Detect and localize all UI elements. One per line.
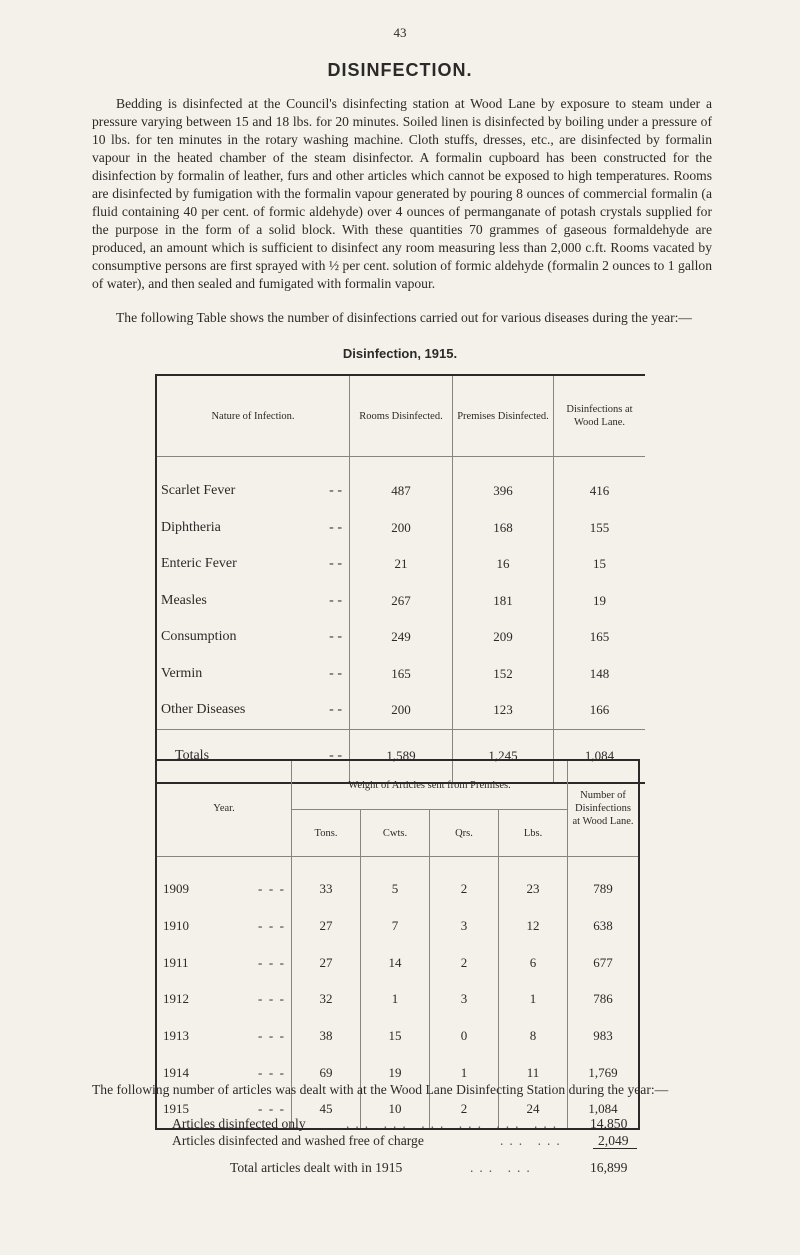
infection-name: Other Diseases xyxy=(161,702,246,718)
summary-item-label: Articles disinfected and washed free of charge xyxy=(172,1133,424,1148)
table-row: 1909 - - - 33 5 2 23 789 xyxy=(156,871,639,908)
premises-value: 209 xyxy=(453,619,554,656)
table-row: 1915 - - - 45 10 2 24 1,084 xyxy=(156,1091,639,1129)
table-row: - - Vermin 165 152 148 xyxy=(156,656,645,693)
qrs-value: 3 xyxy=(430,908,499,945)
header-lbs: Lbs. xyxy=(499,810,568,857)
rooms-value: 21 xyxy=(350,546,453,583)
qrs-value: 2 xyxy=(430,1091,499,1129)
header-weight: Weight of Articles sent from Premises. xyxy=(292,760,568,810)
premises-value: 396 xyxy=(453,473,554,510)
rooms-value: 249 xyxy=(350,619,453,656)
tons-value: 33 xyxy=(292,871,361,908)
year-value: 1913 xyxy=(163,1028,189,1044)
number-value: 1,084 xyxy=(588,1101,618,1117)
tons-value: 32 xyxy=(292,981,361,1018)
premises-value: 152 xyxy=(453,656,554,693)
lbs-value: 8 xyxy=(499,1018,568,1055)
tons-value: 27 xyxy=(292,944,361,981)
qrs-value: 1 xyxy=(430,1054,499,1091)
header-rooms: Rooms Disinfected. xyxy=(350,375,453,457)
header-cwts: Cwts. xyxy=(361,810,430,857)
wood-lane-value: 15 xyxy=(593,556,606,572)
sum-rule xyxy=(593,1148,637,1149)
lbs-value: 1 xyxy=(499,981,568,1018)
lbs-value: 12 xyxy=(499,908,568,945)
year-value: 1911 xyxy=(163,954,189,970)
rooms-value: 165 xyxy=(350,656,453,693)
lbs-value: 23 xyxy=(499,871,568,908)
number-value: 789 xyxy=(593,881,613,897)
premises-value: 168 xyxy=(453,510,554,547)
infection-name: Enteric Fever xyxy=(161,556,237,572)
disinfection-table xyxy=(155,374,645,784)
cwts-value: 14 xyxy=(361,944,430,981)
cwts-value: 5 xyxy=(361,871,430,908)
leader-dots: ... ... xyxy=(500,1133,566,1148)
tons-value: 45 xyxy=(292,1091,361,1129)
totals-row: - - Totals 1,589 1,245 1,084 xyxy=(156,729,645,783)
paragraph-table-intro: The following Table shows the number of disinfections carried out for various diseases during the year:— xyxy=(116,310,693,325)
table-row: - - Scarlet Fever 487 396 416 xyxy=(156,473,645,510)
lbs-value: 6 xyxy=(499,944,568,981)
header-qrs: Qrs. xyxy=(430,810,499,857)
year-value: 1909 xyxy=(163,881,189,897)
qrs-value: 2 xyxy=(430,871,499,908)
totals-premises: 1,245 xyxy=(453,729,554,783)
premises-value: 181 xyxy=(453,583,554,620)
infection-name: Vermin xyxy=(161,665,203,681)
totals-rooms: 1,589 xyxy=(350,729,453,783)
header-number: Number of Disinfections at Wood Lane. xyxy=(568,760,640,857)
table-row: 1912 - - - 32 1 3 1 786 xyxy=(156,981,639,1018)
header-nature: Nature of Infection. xyxy=(156,375,350,457)
header-year: Year. xyxy=(156,760,292,857)
qrs-value: 2 xyxy=(430,944,499,981)
table-row: 1910 - - - 27 7 3 12 638 xyxy=(156,908,639,945)
header-wood-lane: Disinfections at Wood Lane. xyxy=(554,375,646,457)
rooms-value: 267 xyxy=(350,583,453,620)
table-row: 1914 - - - 69 19 1 11 1,769 xyxy=(156,1054,639,1091)
premises-value: 16 xyxy=(453,546,554,583)
tons-value: 27 xyxy=(292,908,361,945)
cwts-value: 15 xyxy=(361,1018,430,1055)
wood-lane-value: 166 xyxy=(589,702,610,718)
number-value: 1,769 xyxy=(588,1064,618,1080)
table-row: 1913 - - - 38 15 0 8 983 xyxy=(156,1018,639,1055)
summary-item-value: 2,049 xyxy=(598,1133,629,1148)
header-tons: Tons. xyxy=(292,810,361,857)
wood-lane-value: 148 xyxy=(589,665,610,681)
table-row: - - Other Diseases 200 123 166 xyxy=(156,692,645,729)
rooms-value: 200 xyxy=(350,692,453,729)
table-header-row xyxy=(156,760,639,810)
number-value: 983 xyxy=(593,1028,613,1044)
infection-name: Consumption xyxy=(161,629,237,645)
premises-value: 123 xyxy=(453,692,554,729)
wood-lane-value: 416 xyxy=(589,483,610,499)
lbs-value: 24 xyxy=(499,1091,568,1129)
summary-item-label: Articles disinfected only xyxy=(172,1116,306,1131)
table-row: - - Consumption 249 209 165 xyxy=(156,619,645,656)
cwts-value: 19 xyxy=(361,1054,430,1091)
tons-value: 69 xyxy=(292,1054,361,1091)
leader-dots: ... ... ... ... ... ... xyxy=(346,1116,563,1131)
rooms-value: 200 xyxy=(350,510,453,547)
table-header-row xyxy=(156,375,645,457)
infection-name: Diphtheria xyxy=(161,519,221,535)
totals-label: Totals xyxy=(175,747,210,763)
header-premises: Premises Disinfected. xyxy=(453,375,554,457)
cwts-value: 10 xyxy=(361,1091,430,1129)
summary-intro: The following number of articles was dealt with at the Wood Lane Disinfecting Station during the year:— xyxy=(92,1082,669,1097)
wood-lane-value: 165 xyxy=(589,629,610,645)
lbs-value: 11 xyxy=(499,1054,568,1091)
table-caption: Disinfection, 1915. xyxy=(342,346,458,361)
qrs-value: 0 xyxy=(430,1018,499,1055)
weights-table xyxy=(155,759,640,1130)
page-title: DISINFECTION. xyxy=(327,60,473,80)
table-row: - - Measles 267 181 19 xyxy=(156,583,645,620)
year-value: 1910 xyxy=(163,918,189,934)
cwts-value: 7 xyxy=(361,908,430,945)
year-value: 1912 xyxy=(163,991,189,1007)
table-row: 1911 - - - 27 14 2 6 677 xyxy=(156,944,639,981)
year-value: 1914 xyxy=(163,1064,189,1080)
wood-lane-value: 155 xyxy=(589,519,610,535)
summary-total-value: 16,899 xyxy=(590,1160,628,1175)
leader-dots: ... ... xyxy=(470,1160,536,1175)
paragraph-methods: Bedding is disinfected at the Council's disinfecting station at Wood Lane by exposure to steam under a pressure varying between 15 and 18 lbs. for 20 minutes. Soiled linen is disinfected by boiling under a pressure of 10 lbs. for ten minutes in the rotary washing machine. Cloth stuffs, dresses, etc., are disinfected by formalin vapour in the heated chamber of the steam disinfector. A formalin cupboard has been constructed for the disinfection by formalin of leather, furs and other articles which cannot be exposed to high temperatures. Rooms are disinfected by fumigation with the formalin vapour generated by pouring 8 ounces of commercial formalin (a fluid containing 40 per cent. of formic aldehyde) over 4 ounces of permanganate of potash crystals supplied for the purpose in the form of a solid block. With these quantities 70 grammes of gaseous formaldehyde are produced, an amount which is sufficient to disinfect any room measuring less than 2,000 c.ft. Rooms vacated by consumptive persons are first sprayed with ½ per cent. solution of formic aldehyde (formalin 2 ounces to 1 gallon of water), and then sealed and fumigated with formalin vapour. xyxy=(92,96,712,291)
totals-wood-lane: 1,084 xyxy=(554,729,646,783)
year-value: 1915 xyxy=(163,1101,189,1117)
cwts-value: 1 xyxy=(361,981,430,1018)
page-number: 43 xyxy=(393,25,407,40)
tons-value: 38 xyxy=(292,1018,361,1055)
table-row: - - Enteric Fever 21 16 15 xyxy=(156,546,645,583)
summary-item-value: 14,850 xyxy=(590,1116,628,1131)
number-value: 638 xyxy=(593,918,613,934)
number-value: 677 xyxy=(593,954,613,970)
qrs-value: 3 xyxy=(430,981,499,1018)
infection-name: Scarlet Fever xyxy=(161,483,236,499)
infection-name: Measles xyxy=(161,592,207,608)
table-row: - - Diphtheria 200 168 155 xyxy=(156,510,645,547)
rooms-value: 487 xyxy=(350,473,453,510)
wood-lane-value: 19 xyxy=(593,592,606,608)
summary-total-label: Total articles dealt with in 1915 xyxy=(230,1160,403,1175)
number-value: 786 xyxy=(593,991,613,1007)
